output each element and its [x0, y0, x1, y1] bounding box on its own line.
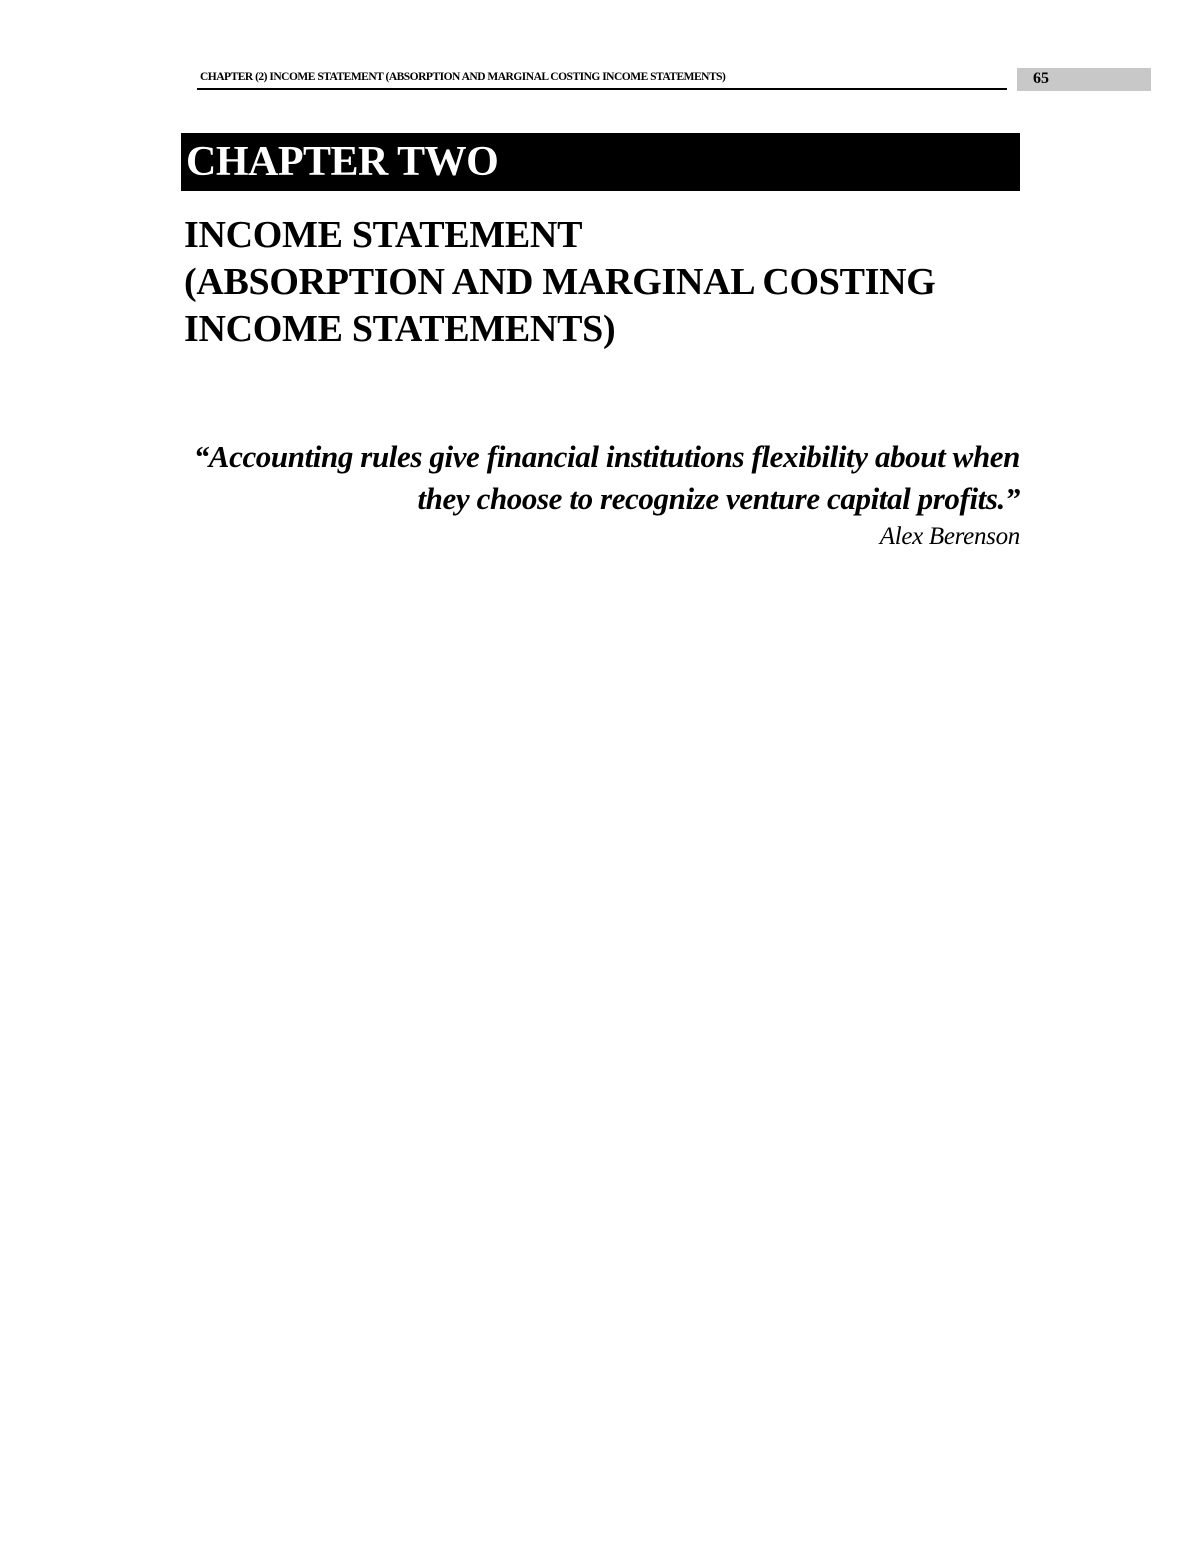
chapter-label: CHAPTER TWO	[186, 139, 499, 185]
epigraph-author: Alex Berenson	[879, 523, 1020, 550]
running-header	[197, 68, 1007, 90]
chapter-banner	[181, 133, 1020, 191]
chapter-title	[184, 212, 1024, 353]
epigraph-quote: “Accounting rules give financial institutions flexibility about when they choose to recognize venture capital profits.”	[193, 439, 1020, 516]
epigraph	[160, 436, 1020, 554]
chapter-title-line: INCOME STATEMENTS)	[184, 308, 616, 350]
chapter-title-line: (ABSORPTION AND MARGINAL COSTING	[184, 261, 936, 303]
running-header-title: CHAPTER (2) INCOME STATEMENT (ABSORPTION AND MARGINAL COSTING INCOME STATEMENTS)	[200, 71, 726, 83]
chapter-title-line: INCOME STATEMENT	[184, 214, 583, 256]
page-number: 65	[1033, 70, 1049, 87]
page-number-box	[1017, 68, 1151, 91]
